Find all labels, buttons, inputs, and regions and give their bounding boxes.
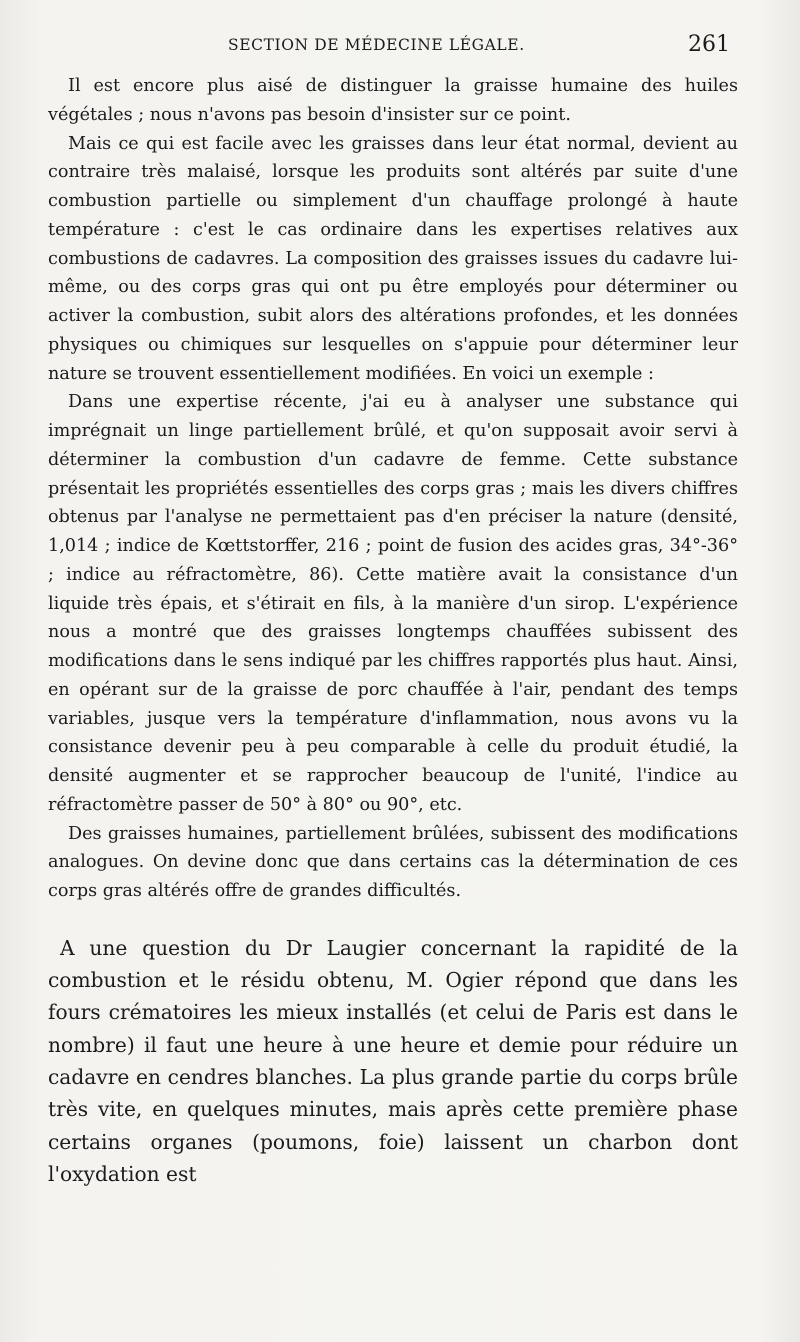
paragraph-1: Il est encore plus aisé de distinguer la graisse humaine des huiles végétales ; nous n'avons pas besoin d'insister sur ce point.	[48, 76, 738, 125]
page-header	[0, 34, 800, 60]
paragraph-2: Mais ce qui est facile avec les graisses dans leur état normal, devient au contraire très malaisé, lorsque les produits sont altérés par suite d'une combustion partielle ou simplement d'un chauffage prolongé à haute température : c'est le cas ordinaire dans les expertises relatives aux combustions de cadavres. La composition des graisses issues du cadavre lui-même, ou des corps gras qui ont pu être employés pour déterminer ou activer la combustion, subit alors des altérations profondes, et les données physiques ou chimiques sur lesquelles on s'appuie pour déterminer leur nature se trouvent essentiellement modifiées. En voici un exemple :	[48, 133, 738, 384]
section-gap	[48, 906, 738, 932]
page-body	[48, 72, 738, 1190]
paragraph-3: Dans une expertise récente, j'ai eu à analyser une substance qui imprégnait un linge partiellement brûlé, et qu'on supposait avoir servi à déterminer la combustion d'un cadavre de femme. Cette substance présentait les propriétés essentielles des corps gras ; mais les divers chiffres obtenus par l'analyse ne permettaient pas d'en préciser la nature (densité, 1,014 ; indice de Kœttstorffer, 216 ; point de fusion des acides gras, 34°-36° ; indice au réfractomètre, 86). Cette matière avait la consistance d'un liquide très épais, et s'étirait en fils, à la manière d'un sirop. L'expérience nous a montré que des graisses longtemps chauffées subissent des modifications dans le sens indiqué par les chiffres rapportés plus haut. Ainsi, en opérant sur de la graisse de porc chauffée à l'air, pendant des temps variables, jusque vers la température d'inflammation, nous avons vu la consistance devenir peu à peu comparable à celle du produit étudié, la densité augmenter et se rapprocher beaucoup de l'unité, l'indice au réfractomètre passer de 50° à 80° ou 90°, etc.	[48, 392, 738, 815]
running-title: SECTION DE MÉDECINE LÉGALE.	[228, 36, 525, 54]
discussion-paragraph: A une question du Dr Laugier concernant la rapidité de la combustion et le résidu obtenu, M. Ogier répond que dans les fours crématoires les mieux installés (et celui de Paris est dans le nombre) il faut une heure à une heure et demie pour réduire un cadavre en cendres blanches. La plus grande partie du corps brûle très vite, en quelques minutes, mais après cette première phase certains organes (poumons, foie) laissent un charbon dont l'oxydation est	[48, 935, 738, 1186]
paragraph-4: Des graisses humaines, partiellement brûlées, subissent des modifications analogues. On devine donc que dans certains cas la détermination de ces corps gras altérés offre de grandes difficultés.	[48, 823, 738, 901]
page-number: 261	[688, 32, 730, 57]
